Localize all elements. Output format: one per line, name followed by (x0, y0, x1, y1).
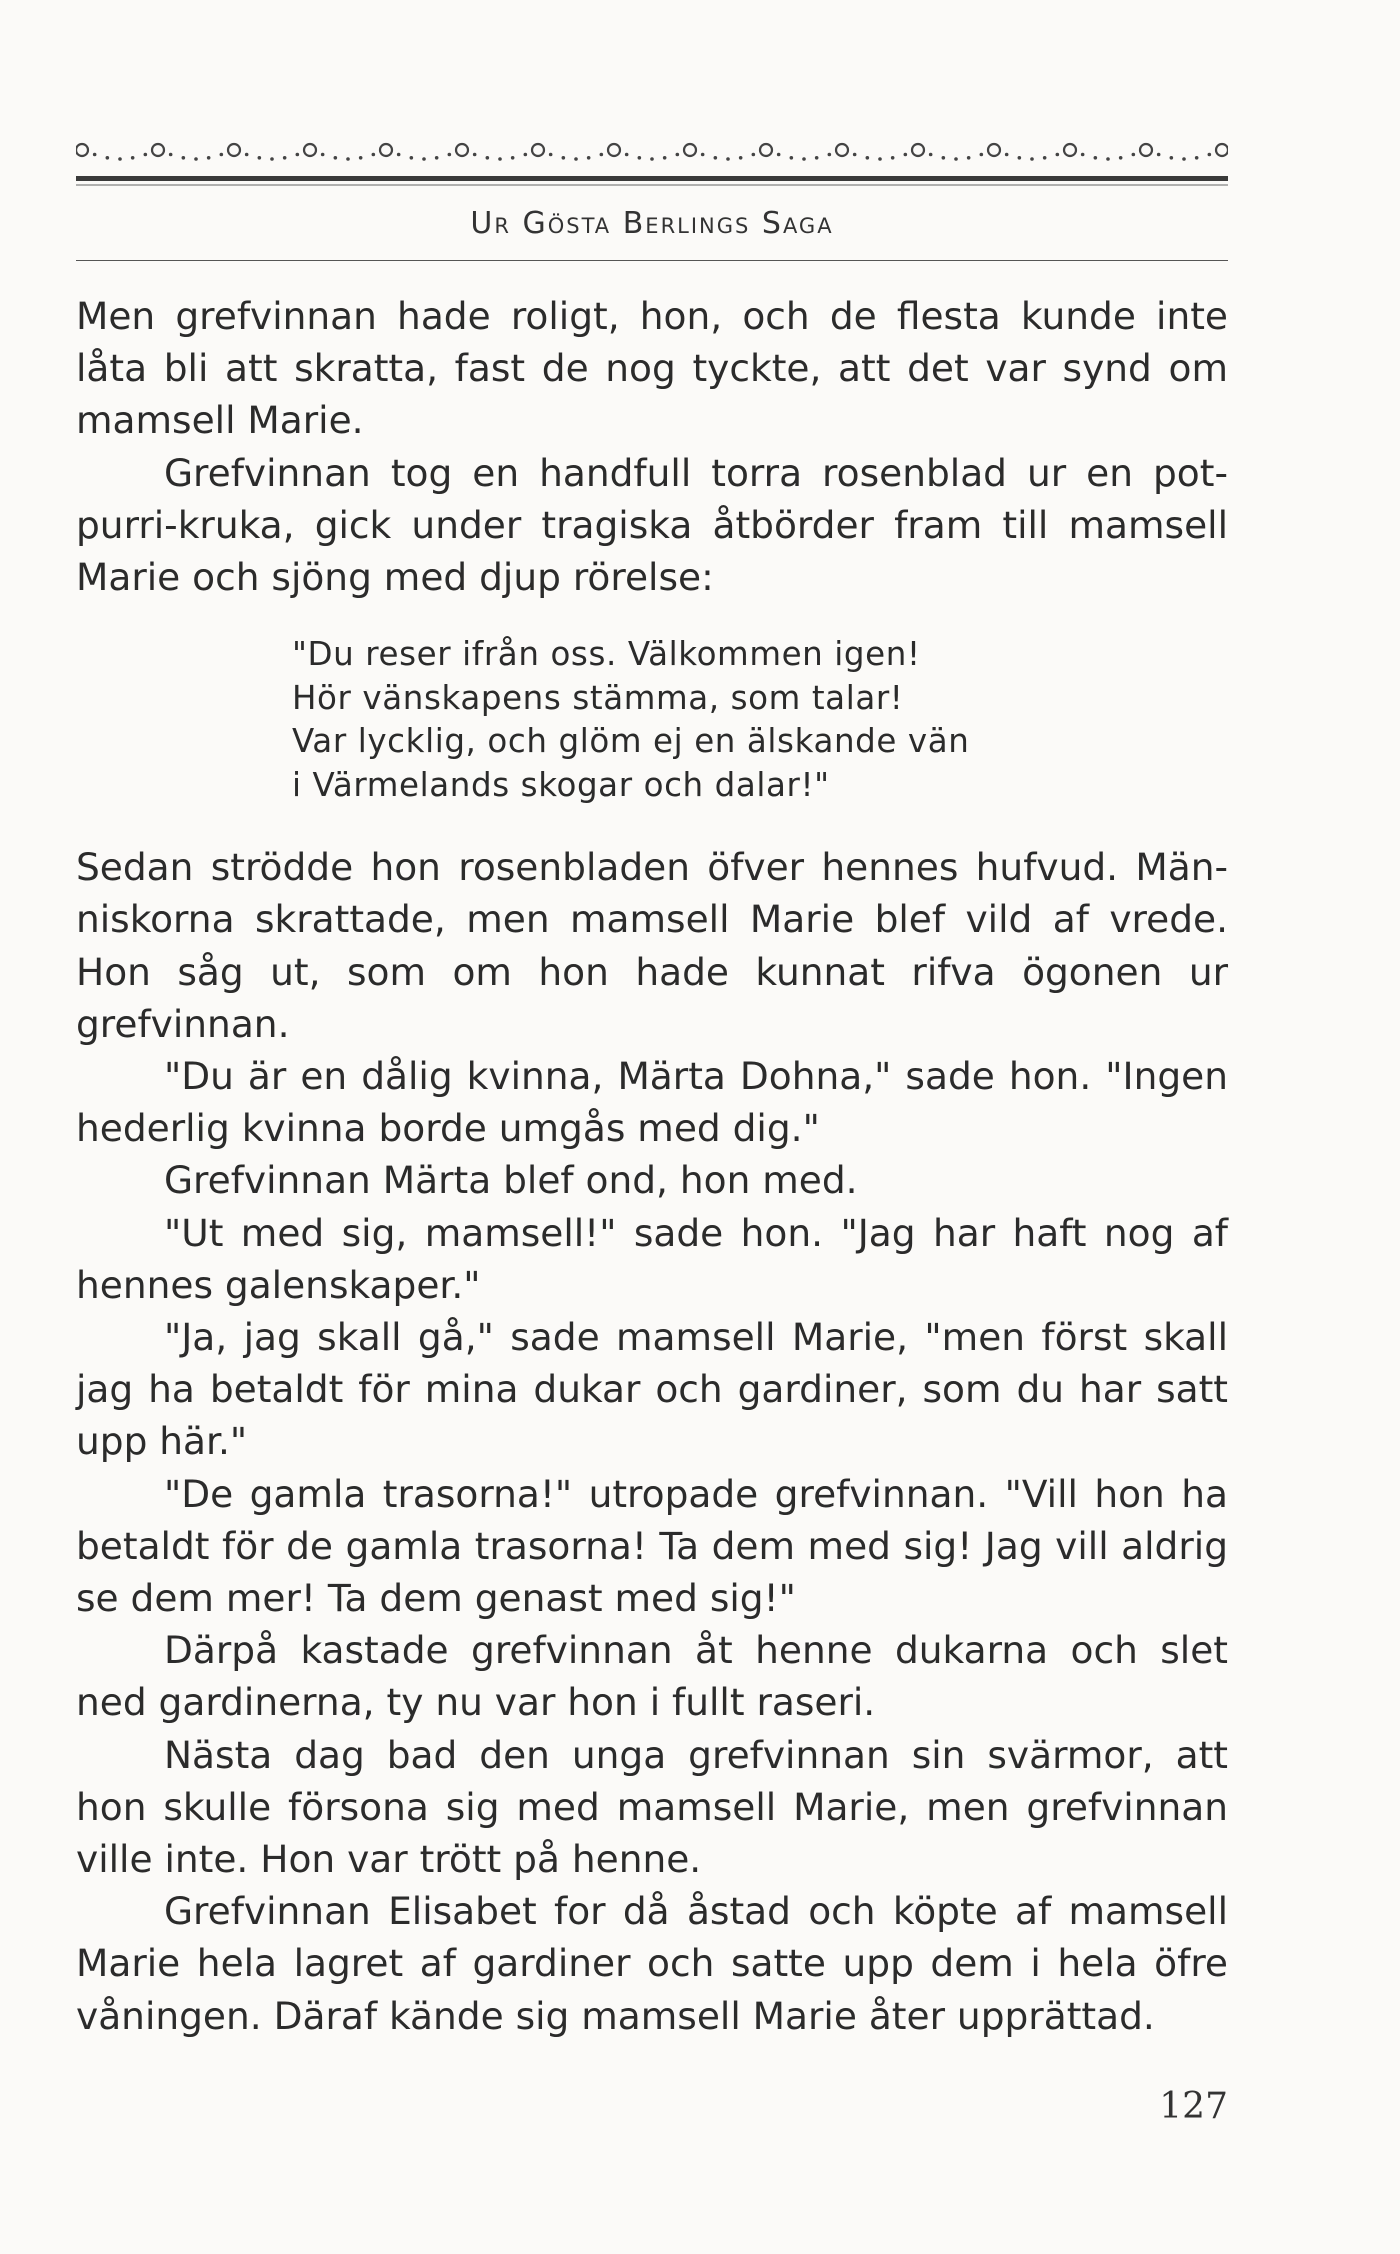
paragraph: Grefvinnan Elisabet for då åstad och köpte af mamsell Marie hela lagret af gardiner och satte upp dem i hela öfre våningen. Däraf kände sig mamsell Marie åter upprättad. (76, 1889, 1228, 2038)
body-text (76, 290, 1228, 2042)
paragraph: "Du är en dålig kvinna, Märta Dohna," sade hon. "Ingen hederlig kvinna borde umgås med dig." (76, 1054, 1228, 1151)
paragraph: Sedan strödde hon rosenbladen öfver hennes hufvud. Män-niskorna skrattade, men mamsell Marie blef vild af vrede. Hon såg ut, som om hon hade kunnat rifva ögonen ur grefvinnan. (76, 845, 1228, 1046)
verse-line: i Värmelands skogar och dalar!" (292, 765, 830, 804)
paragraph: Därpå kastade grefvinnan åt henne dukarna och slet ned gardinerna, ty nu var hon i fullt raseri. (76, 1628, 1228, 1725)
page-number: 127 (1159, 2086, 1228, 2127)
verse-line: Var lycklig, och glöm ej en älskande vän (292, 722, 970, 761)
paragraph: Nästa dag bad den unga grefvinnan sin svärmor, att hon skulle försona sig med mamsell Marie, men grefvinnan ville inte. Hon var trött på henne. (76, 1732, 1228, 1882)
paragraph: "Ja, jag skall gå," sade mamsell Marie, "men först skall jag ha betaldt för mina dukar och gardiner, som du har satt upp här." (76, 1315, 1228, 1464)
paragraph: Grefvinnan tog en handfull torra rosenblad ur en pot-purri-kruka, gick under tragiska åtbörder fram till mamsell Marie och sjöng med djup rörelse: (76, 450, 1228, 600)
paragraph: Grefvinnan Märta blef ond, hon med. (164, 1158, 858, 1203)
paragraph: Men grefvinnan hade roligt, hon, och de flesta kunde inte låta bli att skratta, fast de nog tyckte, att det var synd om mamsell Marie. (76, 294, 1228, 443)
running-head: Ur Gösta Berlings Saga (470, 206, 834, 241)
paragraph: "De gamla trasorna!" utropade grefvinnan. "Vill hon ha betaldt för de gamla trasorna! Ta dem med sig! Jag vill aldrig se dem mer! Ta dem genast med sig!" (76, 1471, 1228, 1621)
verse-line: Hör vänskapens stämma, som talar! (292, 678, 904, 717)
header-rule (76, 260, 1228, 261)
verse-line: "Du reser ifrån oss. Välkommen igen! (292, 635, 921, 674)
ornamental-border (76, 128, 1228, 188)
verse-block (292, 633, 1228, 807)
paragraph: "Ut med sig, mamsell!" sade hon. "Jag har haft nog af hennes galenskaper." (76, 1210, 1228, 1307)
